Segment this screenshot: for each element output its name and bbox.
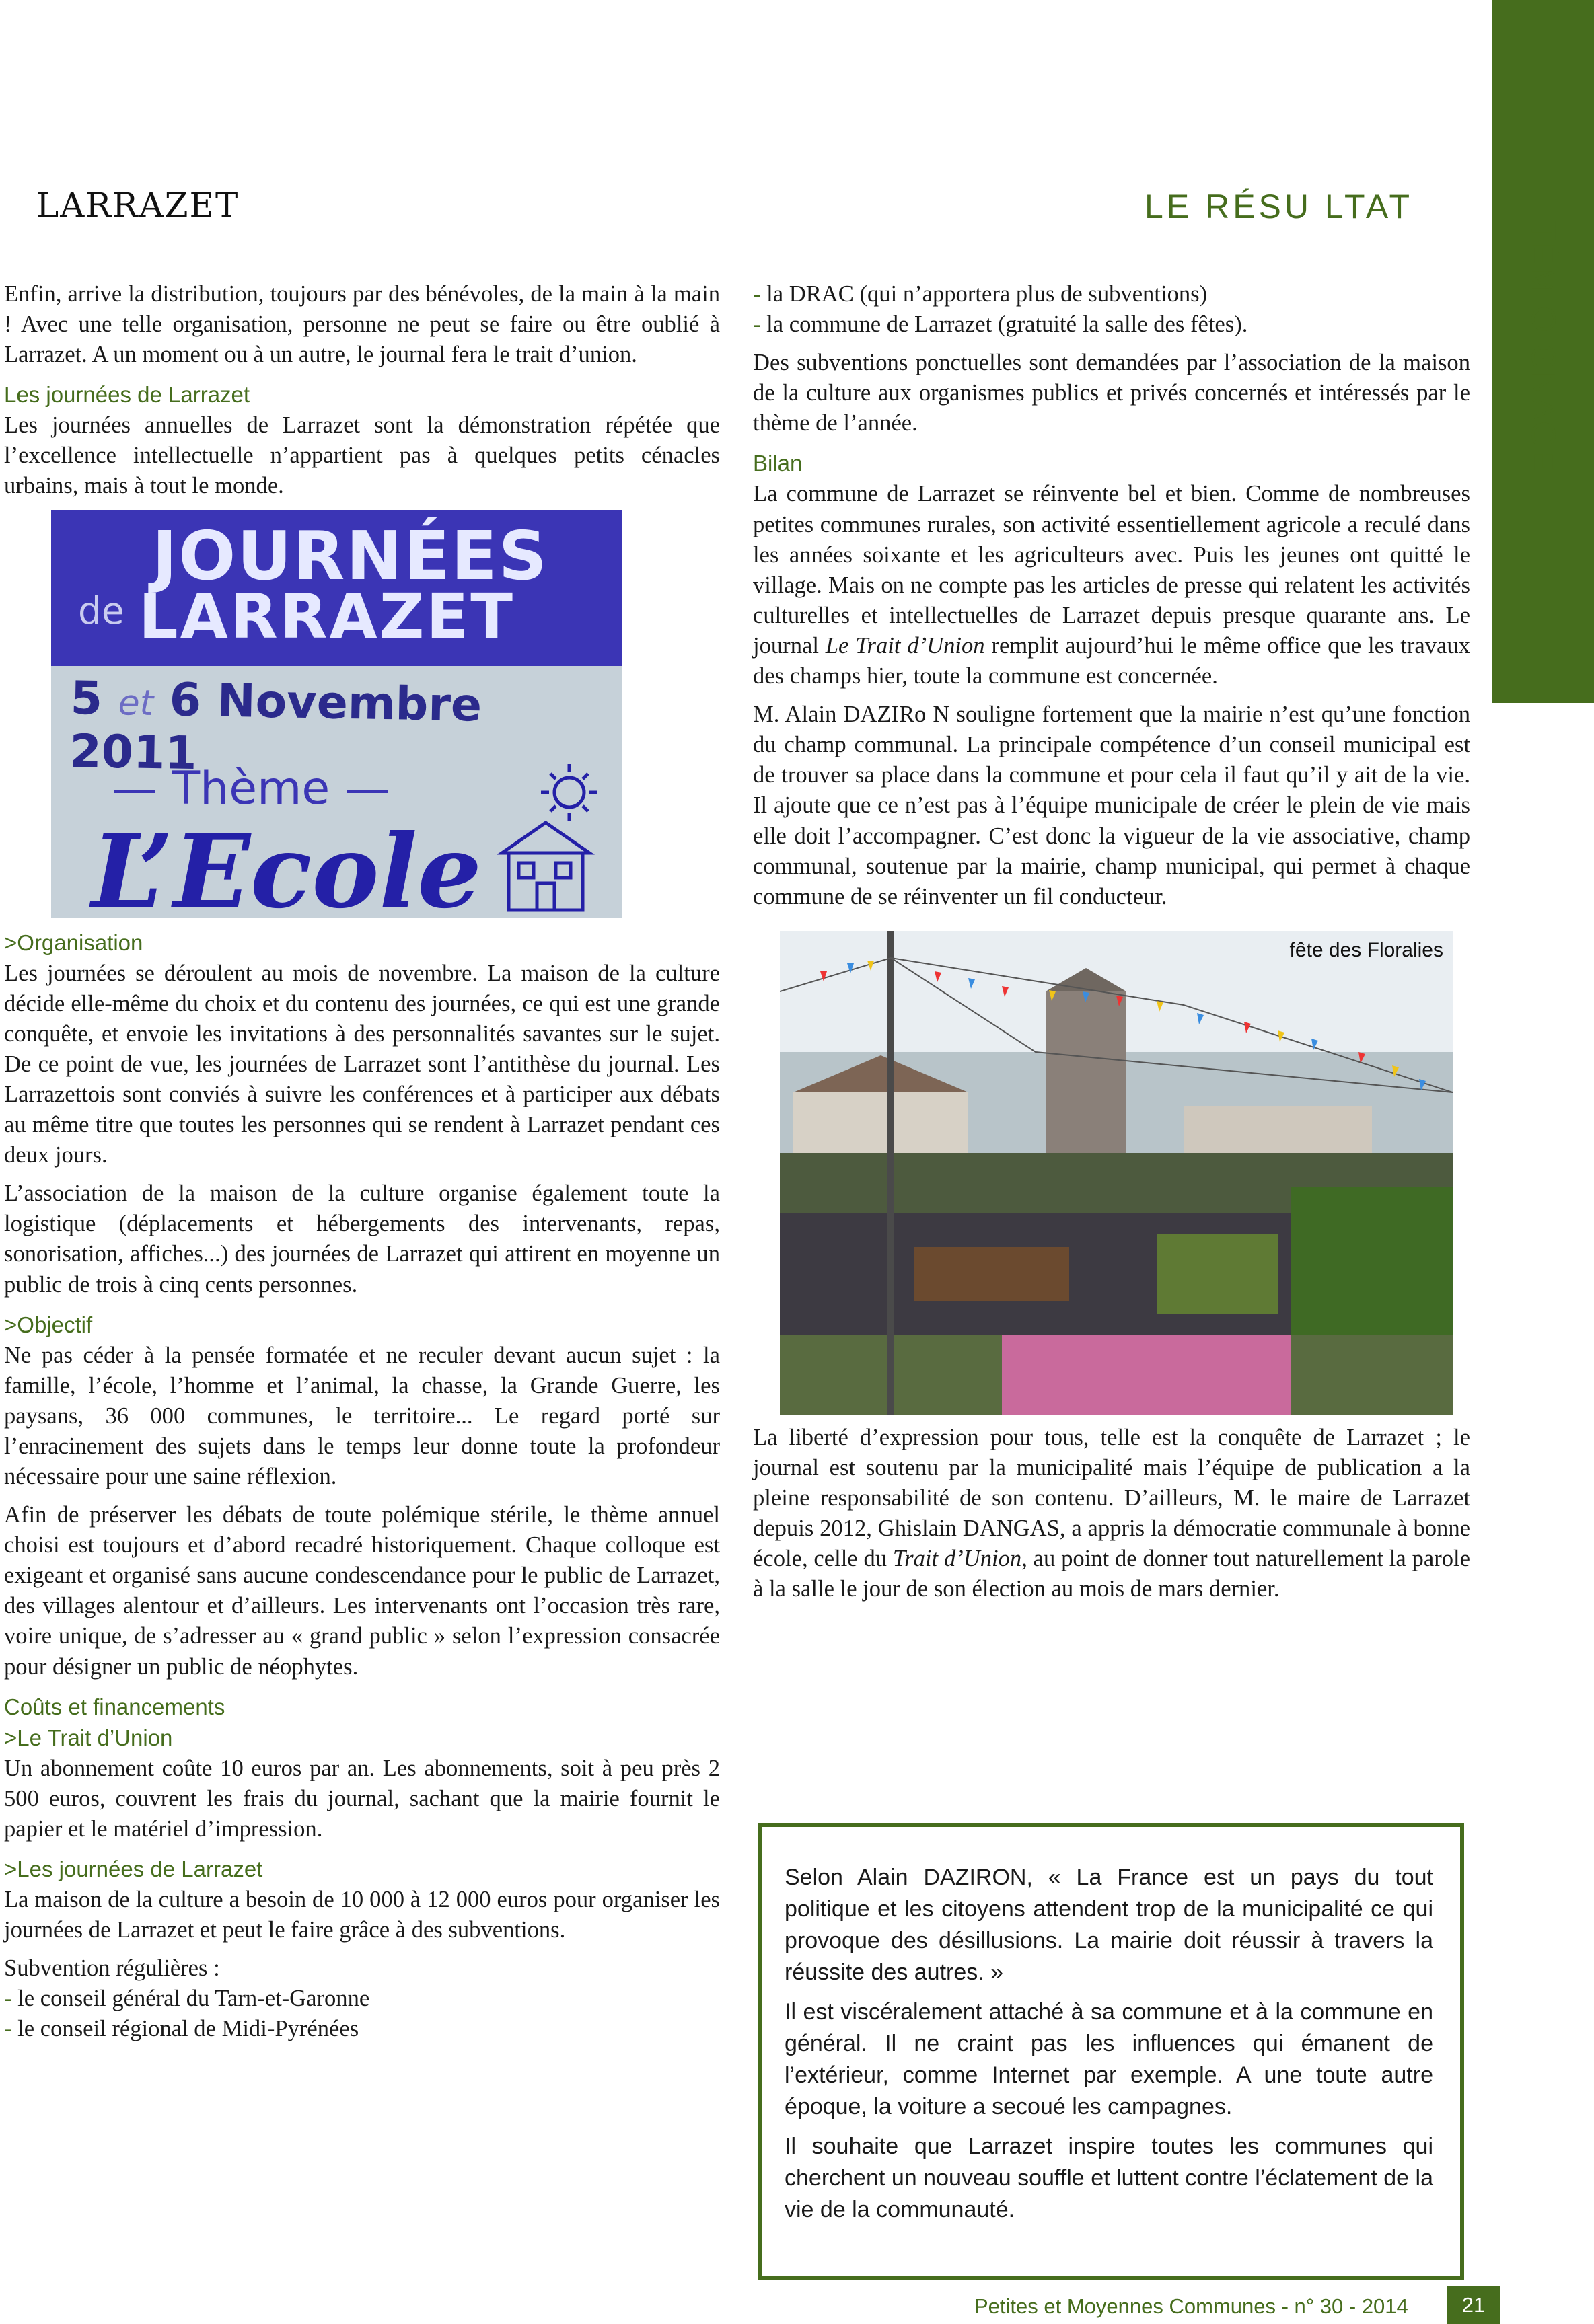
footer-publication: Petites et Moyennes Communes - n° 30 - 2014 — [974, 2294, 1408, 2318]
paragraph: La maison de la culture a besoin de 10 000 à 12 000 euros pour organiser les journées de Larrazet et peut le faire grâce à des subventions. — [4, 1886, 720, 1943]
quote-paragraph: Il souhaite que Larrazet inspire toutes les communes qui cherchent un nouveau souffle et luttent contre l’éclatement de la vie de la communauté. — [785, 2134, 1433, 2222]
paragraph: Subvention régulières : — [4, 1955, 220, 1982]
category-heading: LE RÉSU LTAT — [1145, 188, 1413, 225]
poster-title-line2: LARRAZET — [139, 580, 515, 652]
poster-theme-label: — Thème — — [112, 761, 390, 815]
subheading: Les journées de Larrazet — [4, 382, 250, 408]
paragraph-text: La commune de Larrazet se réinvente bel et bien. Comme de nombreuses petites communes rurales, son activité essentiellement agricole a reculé dans les années soixante et les agriculteurs avec. Puis les jeunes ont quitté le village. Mais on ne compte pas les articles de presse qui relatent les activités culturelles et intellectuelles de Larrazet depuis presque quarante ans. Le journal — [753, 481, 1470, 659]
poster-date-day1: 5 — [70, 671, 103, 726]
poster-theme-title: L’Ecole — [92, 812, 482, 918]
right-column — [753, 279, 1470, 1604]
subheading: >Organisation — [4, 930, 143, 955]
paragraph — [753, 1423, 1470, 1605]
paragraph: Des subventions ponctuelles sont demandées par l’association de la maison de la culture aux organismes publics et privés concernés et intéressés par le thème de l’année. — [753, 350, 1470, 437]
page-number: 21 — [1447, 2286, 1500, 2324]
list-item: - la commune de Larrazet (gratuité la salle des fêtes). — [753, 311, 1248, 338]
quote-paragraph: Selon Alain DAZIRON, « La France est un pays du tout politique et les citoyens attendent trop de la municipalité ce qui provoque des désillusions. La mairie doit réussir à travers la réussite des autres. » — [785, 1865, 1433, 1985]
poster-title-line1: JOURNÉES — [152, 516, 548, 595]
list-item-text: la DRAC (qui n’apportera plus de subventions) — [766, 281, 1208, 307]
subheading: Bilan — [753, 451, 803, 476]
quote-paragraph: Il est viscéralement attaché à sa commune et à la commune en général. Il ne craint pas les influences qui émanent de l’extérieur, comme Internet par exemple. A une toute autre époque, la voiture a secoué les campagnes. — [785, 1999, 1433, 2120]
subheading: >Objectif — [4, 1312, 93, 1337]
subheading: >Les journées de Larrazet — [4, 1856, 263, 1881]
paragraph-text: , au point de donner tout naturellement la parole à la salle le jour de son élection au mois de mars dernier. — [753, 1546, 1470, 1602]
journal-title: Le Trait d’Union — [825, 632, 985, 659]
photo-caption: fête des Floralies — [1289, 938, 1443, 961]
house-sun-drawing — [488, 759, 610, 913]
paragraph: Les journées annuelles de Larrazet sont la démonstration répétée que l’excellence intellectuelle n’appartient pas à quelques petits cénacles urbains, mais à tout le monde. — [4, 412, 720, 499]
paragraph: Un abonnement coûte 10 euros par an. Les abonnements, soit à peu près 2 500 euros, couvrent les frais du journal, sachant que la mairie fournit le papier et le matériel d’impression. — [4, 1755, 720, 1842]
subheading: Coûts et financements — [4, 1694, 225, 1719]
poster-title-small: de — [78, 589, 124, 632]
paragraph: M. Alain DAZIRo N souligne fortement que la mairie n’est qu’une fonction du champ communal. La principale compétence d’un conseil municipal est de trouver sa place dans la commune et pour cela il faut qu’il y ait de la vie. Il ajoute que ce n’est pas à l’équipe municipale de créer le plein de vie mais elle doit l’accompagner. C’est donc la vigueur de la vie associative, champ communal, soutenue par la mairie, champ municipal, qui permet à chaque commune de se réinventer un fil conducteur. — [753, 702, 1470, 909]
list-item: - la DRAC (qui n’apportera plus de subventions) — [753, 281, 1208, 307]
list-item: - le conseil régional de Midi-Pyrénées — [4, 2016, 359, 2042]
event-poster-image — [51, 510, 622, 918]
section-tab-label-wrap — [1492, 220, 1594, 472]
poster-date-et: et — [118, 682, 154, 724]
paragraph: L’association de la maison de la culture organise également toute la logistique (déplacements et hébergements des intervenants, repas, sonorisation, affiches...) des journées de Larrazet qui attirent en moyenne un public de trois à cinq cents personnes. — [4, 1180, 720, 1298]
paragraph — [753, 479, 1470, 691]
paragraph: Enfin, arrive la distribution, toujours par des bénévoles, de la main à la main ! Avec une telle organisation, personne ne peut se faire ou être oublié à Larrazet. A un moment ou à un autre, le journal fera le trait d’union. — [4, 281, 720, 368]
list-item-text: la commune de Larrazet (gratuité la salle des fêtes). — [766, 311, 1248, 338]
journal-title: Trait d’Union — [892, 1546, 1022, 1572]
paragraph-text: remplit aujourd’hui le même office que les travaux des champs hier, toute la commune est concernée. — [753, 632, 1470, 689]
poster-date-day2: 6 Novembre 2011 — [69, 673, 482, 780]
paragraph-text: La liberté d’expression pour tous, telle est la conquête de Larrazet ; le journal est soutenu par la municipalité mais l’équipe de publication a la pleine responsabilité de son contenu. D’ailleurs, M. le maire de Larrazet depuis 2012, Ghislain DANGAS, a appris la démocratie communale à bonne école, celle du — [753, 1424, 1470, 1572]
left-column — [4, 279, 720, 2044]
festival-photo — [780, 931, 1453, 1415]
paragraph: Les journées se déroulent au mois de novembre. La maison de la culture décide elle-même du choix et du contenu des journées, ce qui est une grande conquête, et envoie les invitations à des personnalités savantes sur le sujet. De ce point de vue, les journées de Larrazet sont l’antithèse du journal. Les Larrazettois sont conviés à suivre les conférences et à participer aux débats au même titre que toutes les personnes qui se rendent à Larrazet pendant ces deux jours. — [4, 960, 720, 1168]
festival-photo-drawing — [780, 931, 1453, 1415]
list-item: - le conseil général du Tarn-et-Garonne — [4, 1986, 370, 2012]
paragraph: Ne pas céder à la pensée formatée et ne reculer devant aucun sujet : la famille, l’école, l’homme et l’animal, la chasse, la Grande Guerre, les paysans, 36 000 communes, le territoire... Le regard porté sur l’enracinement des sujets dans le temps leur donne toute la profondeur nécessaire pour une saine réflexion. — [4, 1342, 720, 1489]
section-heading: LARRAZET — [36, 186, 240, 225]
section-tab-label: TÉM OIGNAGE — [1524, 220, 1562, 472]
quote-box — [758, 1823, 1464, 2280]
paragraph: Afin de préserver les débats de toute polémique stérile, le thème annuel choisi est toujours et d’abord recadré historiquement. Chaque colloque est exigeant et organisé sans aucune condescendance pour le public de Larrazet, des villages alentour et d’ailleurs. Les intervenants ont l’occasion très rare, voire unique, de s’adresser au « grand public » selon l’expression consacrée pour désigner un public de néophytes. — [4, 1502, 720, 1680]
list-item-text: le conseil régional de Midi-Pyrénées — [17, 2016, 359, 2042]
list-item-text: le conseil général du Tarn-et-Garonne — [17, 1986, 370, 2012]
subheading: >Le Trait d’Union — [4, 1725, 173, 1750]
